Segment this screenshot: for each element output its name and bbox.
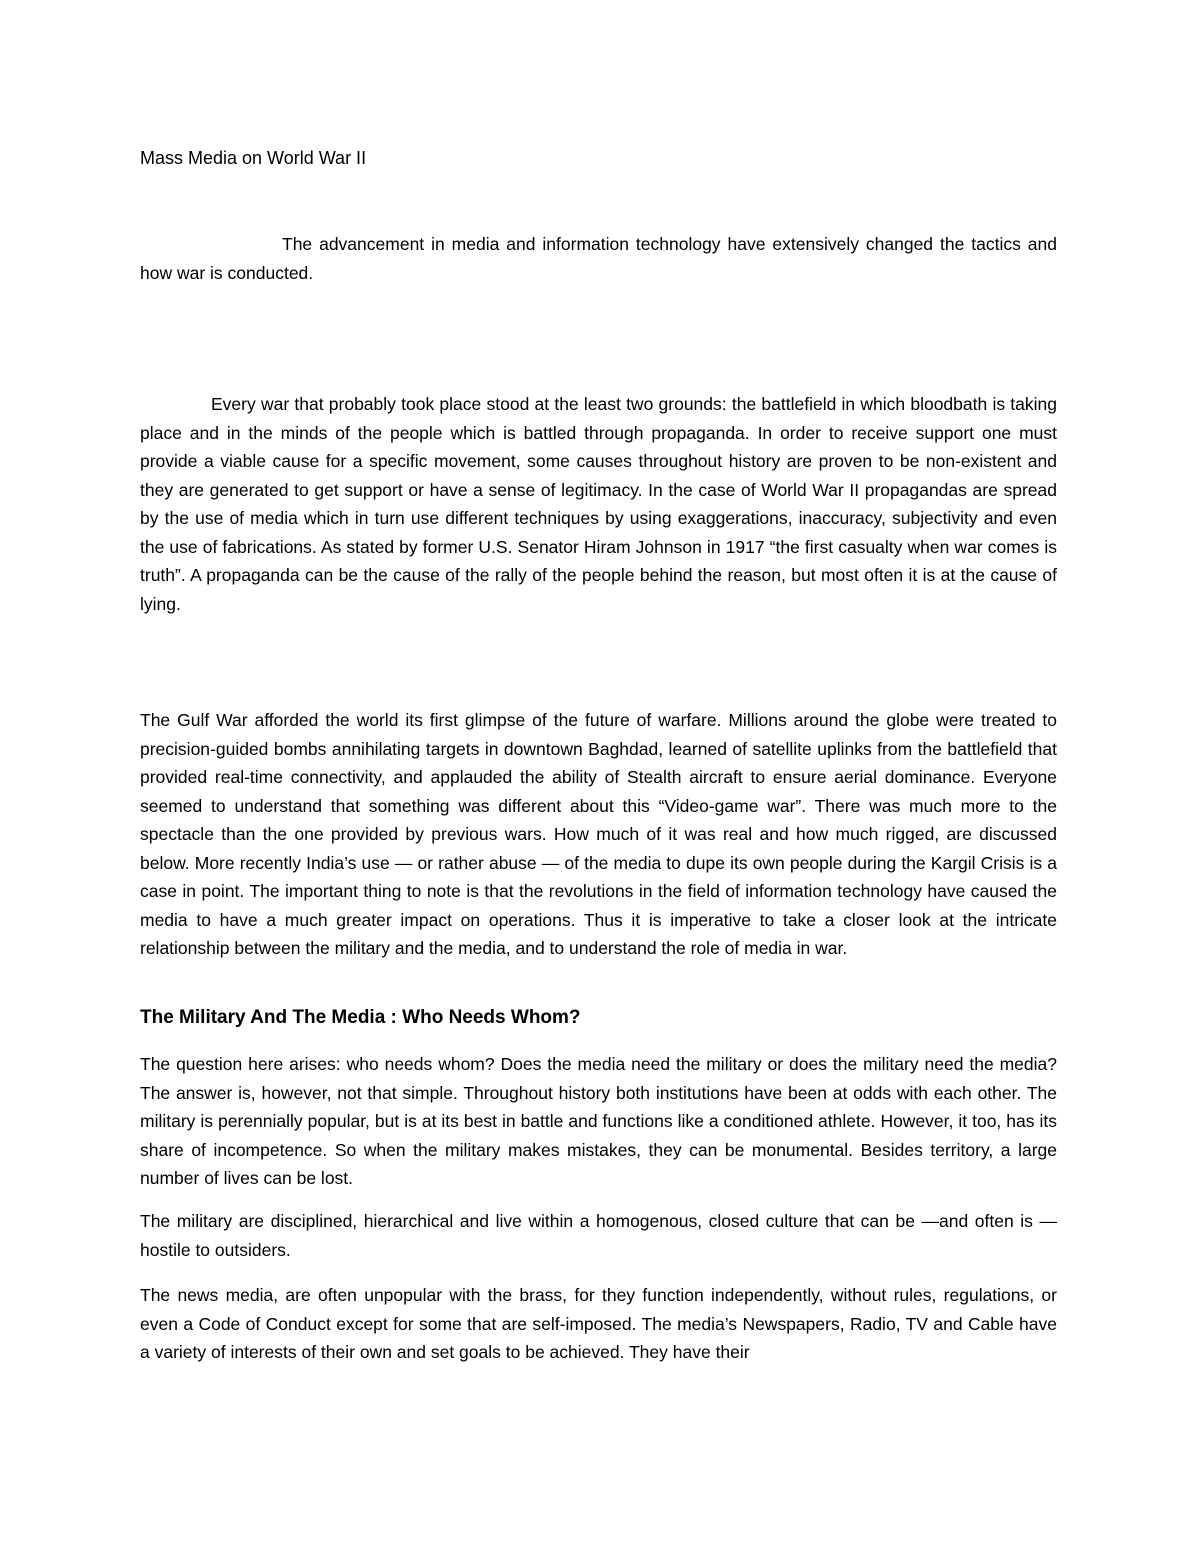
news-media-paragraph: The news media, are often unpopular with the brass, for they function independently, without rules, regulations, or even a Code of Conduct except for some that are self-imposed. The media’s Newspapers, Radio, TV and Cable have a variety of interests of their own and set goals to be achieved. They have their (140, 1285, 1057, 1362)
intro-paragraph: The advancement in media and information technology have extensively changed the tactics and how war is conducted. (140, 234, 1057, 283)
document-title: Mass Media on World War II (140, 148, 367, 168)
section-heading: The Military And The Media : Who Needs Whom? (140, 1007, 581, 1028)
gulf-war-paragraph: The Gulf War afforded the world its first glimpse of the future of warfare. Millions around the globe were treated to precision-guided bombs annihilating targets in downtown Baghdad, learned of satellite uplinks from the battlefield that provided real-time connectivity, and applauded the ability of Stealth aircraft to ensure aerial dominance. Everyone seemed to understand that something was different about this “Video-game war”. There was much more to the spectacle than the one provided by previous wars. How much of it was real and how much rigged, are discussed below. More recently India’s use — or rather abuse — of the media to dupe its own people during the Kargil Crisis is a case in point. The important thing to note is that the revolutions in the field of information technology have caused the media to have a much greater impact on operations. Thus it is imperative to take a closer look at the intricate relationship between the military and the media, and to understand the role of media in war. (140, 710, 1057, 958)
military-paragraph: The military are disciplined, hierarchical and live within a homogenous, closed culture that can be —and often is — hostile to outsiders. (140, 1211, 1057, 1260)
question-paragraph: The question here arises: who needs whom? Does the media need the military or does the military need the media? The answer is, however, not that simple. Throughout history both institutions have been at odds with each other. The military is perennially popular, but is at its best in battle and functions like a conditioned athlete. However, it too, has its share of incompetence. So when the military makes mistakes, they can be monumental. Besides territory, a large number of lives can be lost. (140, 1054, 1057, 1188)
propaganda-paragraph: Every war that probably took place stood at the least two grounds: the battlefield in which bloodbath is taking place and in the minds of the people which is battled through propaganda. In order to receive support one must provide a viable cause for a specific movement, some causes throughout history are proven to be non-existent and they are generated to get support or have a sense of legitimacy. In the case of World War II propagandas are spread by the use of media which in turn use different techniques by using exaggerations, inaccuracy, subjectivity and even the use of fabrications. As stated by former U.S. Senator Hiram Johnson in 1917 “the first casualty when war comes is truth”. A propaganda can be the cause of the rally of the people behind the reason, but most often it is at the cause of lying. (140, 394, 1057, 614)
